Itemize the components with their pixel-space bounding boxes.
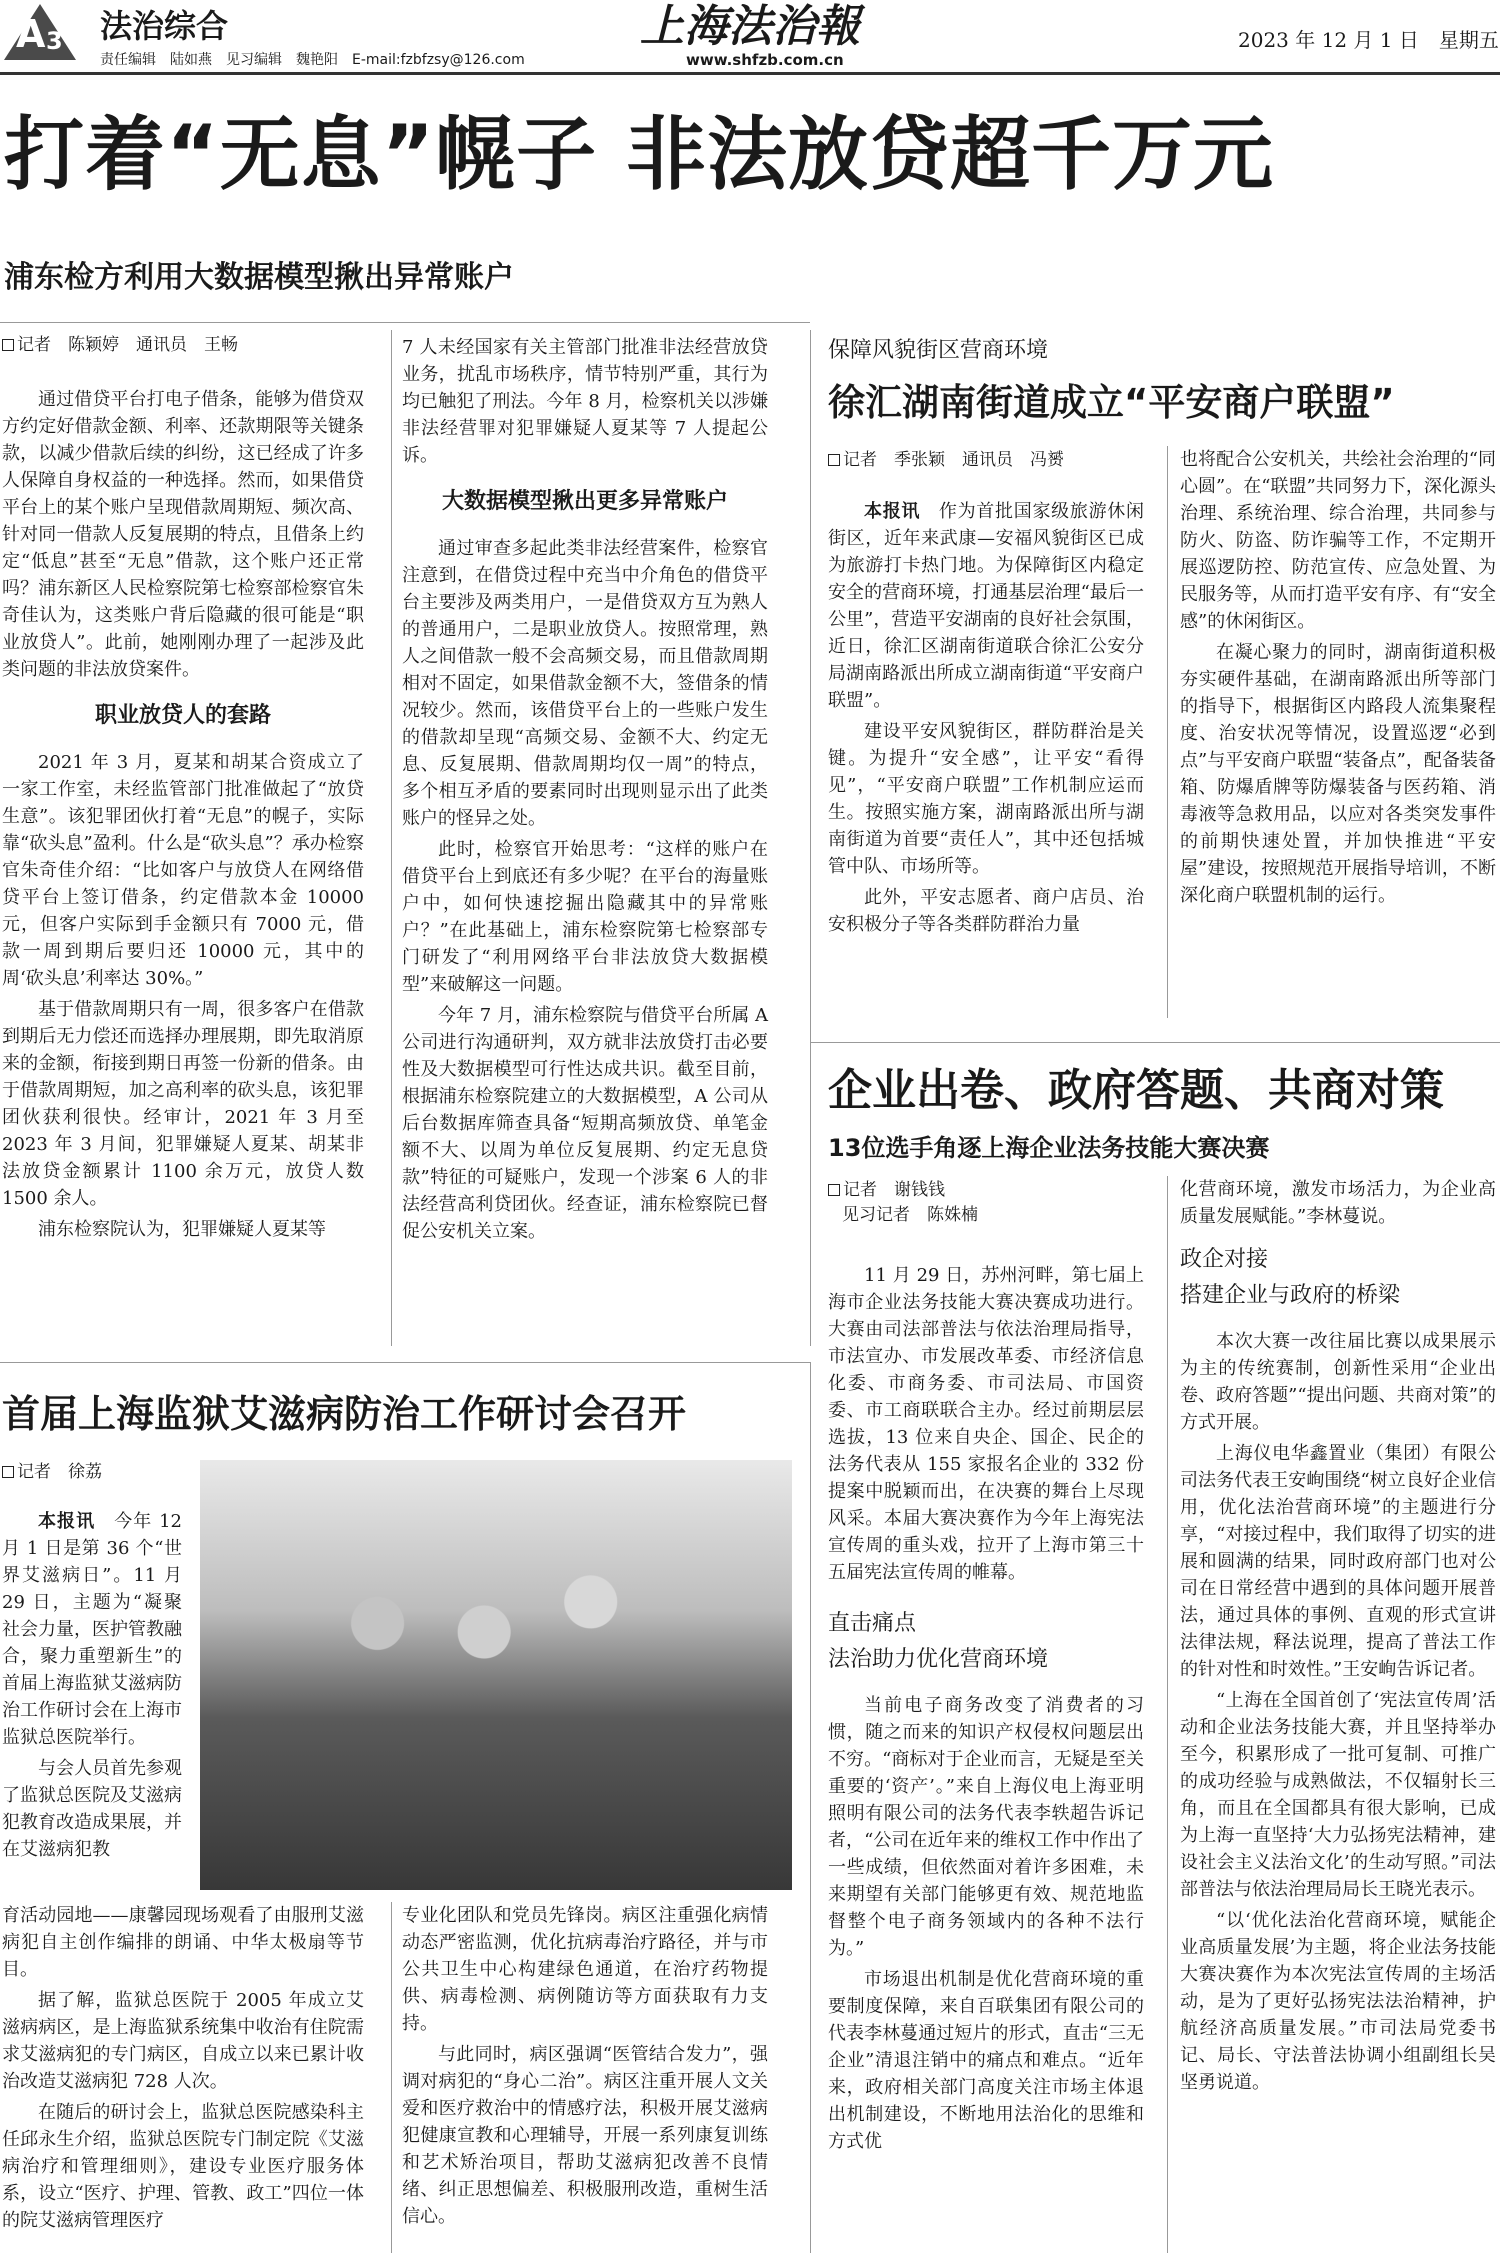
bottom-left-col1-para: 育活动园地——康馨园现场观看了由服刑艾滋病犯自主创作编排的朗诵、中华太极扇等节目。 <box>2 1905 364 1980</box>
bottom-left-col-2 <box>402 1902 768 2234</box>
lead-col1-para: 通过借贷平台打电子借条，能够为借贷双方约定好借款金额、利率、还款期限等关键条款，以减少借款后续的纠纷，这已经成了许多人保障自身权益的一种选择。然而，如果借贷平台上的某个账户呈现借款周期短、频次高、针对同一借款人反复展期的特点，且借条上约定“低息”甚至“无息”借款，这个账户还正常吗？浦东新区人民检察院第七检察部检察官朱奇佳认为，这类账户背后隐藏的很可能是“职业放贷人”。此前，她刚刚办理了一起涉及此类问题的非法放贷案件。 <box>2 389 364 680</box>
right-top-col2-para: 在凝心聚力的同时，湖南街道积极夯实硬件基础，在湖南路派出所等部门的指导下，根据街区内路段人流集聚程度、治安状况等情况，设置巡逻“必到点”与平安商户联盟“装备点”，配备装备箱、防爆盾牌等防爆装备与医药箱、消毒液等急救用品，以应对各类突发事件的前期快速处置，并加快推进“平安屋”建设，按照规范开展指导培训，不断深化商户联盟机制的运行。 <box>1180 642 1496 906</box>
issue-date: 2023 年 12 月 1 日 星期五 <box>1238 28 1499 52</box>
lead-col2-para: 7 人未经国家有关主管部门批准非法经营放贷业务，扰乱市场秩序，情节特别严重，其行为均已触犯了刑法。今年 8 月，检察机关以涉嫌非法经营罪对犯罪嫌疑人夏某等 7 人提起公诉。 <box>402 337 768 466</box>
lead-subhead: 浦东检方利用大数据模型揪出异常账户 <box>4 260 514 295</box>
square-outline-icon <box>2 1466 14 1478</box>
byline-second: 见习记者 陈姝楠 <box>842 1205 978 1225</box>
bottom-left-col1-para: 据了解，监狱总医院于 2005 年成立艾滋病病区，是上海监狱系统集中收治有住院需求艾滋病犯的专门病区，自成立以来已累计收治改造艾滋病犯 728 人次。 <box>2 1990 364 2092</box>
masthead-rule <box>0 72 1500 75</box>
right-bottom-byline: 记者 谢钱钱 见习记者 陈姝楠 <box>828 1178 978 1228</box>
subhead-line: 政企对接 <box>1180 1247 1269 1272</box>
lead-col-2 <box>402 334 768 1249</box>
col-divider <box>1167 1176 1168 2253</box>
right-top-col-1 <box>828 498 1144 942</box>
col-divider <box>1167 446 1168 1018</box>
lead-col-1 <box>2 386 364 1247</box>
right-top-col2-para: 也将配合公安机关，共绘社会治理的“同心圆”。在“联盟”共同努力下，深化源头治理、系统治理、综合治理，共同参与防火、防盗、防诈骗等工作，不定期开展巡逻防控、防范宣传、应急处置、为民服务等，从而打造平安有序、有“安全感”的休闲街区。 <box>1180 449 1496 632</box>
lead-col2-subhead: 大数据模型揪出更多异常账户 <box>441 489 728 514</box>
right-bottom-col-2 <box>1180 1176 1496 2100</box>
dateline-text: 作为首批国家级旅游休闲街区，近年来武康—安福风貌街区已成为旅游打卡热门地。为保障街区内稳定安全的营商环境，打通基层治理“最后一公里”，营造平安湖南的良好社会氛围，近日，徐汇区湖南街道联合徐汇公安分局湖南路派出所成立湖南街道“平安商户联盟”。 <box>828 501 1145 711</box>
lead-col1-para: 2021 年 3 月，夏某和胡某合资成立了一家工作室，未经监管部门批准做起了“放贷生意”。该犯罪团伙打着“无息”的幌子，实际靠“砍头息”盈利。什么是“砍头息”？承办检察官朱奇佳介绍：“比如客户与放贷人在网络借贷平台上签订借条，约定借款本金 10000 元，但客户实际到手金额只有 7000 元，借款一周到期后要归还 10000 元，其中的周‘砍头息’利率达 30%。” <box>2 752 364 989</box>
right-bottom-col2-subhead <box>1180 1242 1496 1314</box>
bottom-left-wrap-para <box>2 1508 182 1751</box>
right-top-headline: 徐汇湖南街道成立“平安商户联盟” <box>828 381 1395 424</box>
right-top-col1-para: 此外，平安志愿者、商户店员、治安积极分子等各类群防群治力量 <box>828 887 1144 935</box>
subhead-line: 法治助力优化营商环境 <box>828 1647 1049 1672</box>
lead-col1-subhead: 职业放贷人的套路 <box>94 703 271 728</box>
col-divider <box>810 1362 811 2253</box>
editors-line: 责任编辑 陆如燕 见习编辑 魏艳阳 E-mail:fzbfzsy@126.com <box>100 52 525 68</box>
lead-headline: 打着“无息”幌子 非法放贷超千万元 <box>4 108 1275 201</box>
right-top-col1-para <box>828 498 1144 714</box>
lead-col2-para: 通过审查多起此类非法经营案件，检察官注意到，在借贷过程中充当中介角色的借贷平台主要涉及两类用户，一是借贷双方互为熟人的普通用户，二是职业放贷人。按照常理，熟人之间借款一般不会高频交易，而且借款周期相对不固定，如果借款金额不大，签借条的情况较少。然而，该借贷平台上的一些账户发生的借款却呈现“高频交易、金额不大、约定无息、反复展期、借款周期均仅一周”的特点，多个相互矛盾的要素同时出现则显示出了此类账户的怪异之处。 <box>402 538 768 829</box>
right-top-col-2 <box>1180 446 1496 913</box>
paper-name: 上海法治報 <box>640 1 860 52</box>
lead-col2-para: 今年 7 月，浦东检察院与借贷平台所属 A 公司进行沟通研判，双方就非法放贷打击必要性及大数据模型可行性达成共识。截至目前，根据浦东检察院建立的大数据模型，A 公司从后台数据库筛查具备“短期高频放贷、单笔金额不大、以周为单位反复展期、约定无息贷款”特征的可疑账户，发现一个涉案 6 人的非法经营高利贷团伙。经查证，浦东检察院已督促公安机关立案。 <box>402 1005 768 1242</box>
lead-sub-rule <box>0 322 810 323</box>
news-photo <box>200 1460 792 1890</box>
right-bottom-col2-para: 上海仪电华鑫置业（集团）有限公司法务代表王安峋围绕“树立良好企业信用，优化法治营商环境”的主题进行分享，“对接过程中，我们取得了切实的进展和圆满的结果，同时政府部门也对公司在日常经营中遇到的具体问题开展普法，通过具体的事例、直观的形式宣讲法律法规，释法说理，提高了普法工作的针对性和时效性。”王安峋告诉记者。 <box>1180 1443 1496 1680</box>
right-bottom-subhead: 13位选手角逐上海企业法务技能大赛决赛 <box>828 1134 1270 1162</box>
page-letter: A <box>16 12 46 56</box>
bottom-left-wrap-para: 与会人员首先参观了监狱总医院及艾滋病犯教育改造成果展，并在艾滋病犯教 <box>2 1758 182 1860</box>
right-bottom-col2-para: 本次大赛一改往届比赛以成果展示为主的传统赛制，创新性采用“企业出卷、政府答题”“提出问题、共商对策”的方式开展。 <box>1180 1331 1496 1433</box>
dateline-text: 今年 12 月 1 日是第 36 个“世界艾滋病日”。11 月 29 日，主题为“凝聚社会力量，医护管教融合，聚力重塑新生”的首届上海监狱艾滋病防治工作研讨会在上海市监狱总医院举行。 <box>2 1511 182 1748</box>
lead-col1-para: 基于借款周期只有一周，很多客户在借款到期后无力偿还而选择办理展期，即先取消原来的金额，衔接到期日再签一份新的借条。由于借款周期短，加之高利率的砍头息，该犯罪团伙获利很快。经审计，2021 年 3 月至 2023 年 3 月间，犯罪嫌疑人夏某、胡某非法放贷金额累计 1100 余万元，放贷人数 1500 余人。 <box>2 999 364 1209</box>
lead-byline: 记者 陈颖婷 通讯员 王畅 <box>2 333 238 358</box>
right-bottom-col-1 <box>828 1262 1144 2159</box>
right-bottom-col2-para: “以‘优化法治化营商环境，赋能企业高质量发展’为主题，将企业法务技能大赛决赛作为本次宪法宣传周的主场活动，是为了更好弘扬宪法法治精神，护航经济高质量发展。”市司法局党委书记、局长、守法普法协调小组副组长吴坚勇说道。 <box>1180 1910 1496 2093</box>
right-bottom-headline: 企业出卷、政府答题、共商对策 <box>828 1065 1444 1116</box>
right-top-kicker: 保障风貌街区营商环境 <box>828 338 1049 363</box>
bottom-left-col1-para: 在随后的研讨会上，监狱总医院感染科主任邱永生介绍，监狱总医院专门制定院《艾滋病治疗和管理细则》，建设专业医疗服务体系，设立“医疗、护理、管教、政工”四位一体的院艾滋病管理医疗 <box>2 2102 364 2231</box>
right-bottom-col1-para: 市场退出机制是优化营商环境的重要制度保障，来自百联集团有限公司的代表李林蔓通过短片的形式，直击“三无企业”清退注销中的痛点和难点。“近年来，政府相关部门高度关注市场主体退出机制建设，不断地用法治化的思维和方式优 <box>828 1969 1144 2152</box>
col-divider <box>391 1902 392 2253</box>
page-number: 3 <box>46 27 63 55</box>
square-outline-icon <box>828 454 840 466</box>
bottom-left-col2-para: 与此同时，病区强调“医管结合发力”，强调对病犯的“身心二治”。病区注重开展人文关爱和医疗救治中的情感疗法，积极开展艾滋病犯健康宣教和心理辅导，开展一系列康复训练和艺术矫治项目，帮助艾滋病犯改善不良情绪、纠正思想偏差、积极服刑改造，重树生活信心。 <box>402 2044 768 2227</box>
lead-col1-para: 浦东检察院认为，犯罪嫌疑人夏某等 <box>38 1219 326 1240</box>
dateline-label: 本报讯 <box>864 501 921 522</box>
website: www.shfzb.com.cn <box>686 51 844 69</box>
section-divider <box>0 1362 810 1363</box>
right-bottom-col1-para: 11 月 29 日，苏州河畔，第七届上海市企业法务技能大赛决赛成功进行。大赛由司法部普法与依法治理局指导，市法宣办、市发展改革委、市经济信息化委、市商务委、市司法局、市国资委、市工商联联合主办。经过前期层层选拔，13 位来自央企、国企、民企的法务代表从 155 家报名企业的 332 份提案中脱颖而出，在决赛的舞台上尽现风采。本届大赛决赛作为今年上海宪法宣传周的重头戏，拉开了上海市第三十五届宪法宣传周的帷幕。 <box>828 1265 1144 1583</box>
square-outline-icon <box>828 1184 840 1196</box>
square-outline-icon <box>2 339 14 351</box>
col-divider <box>391 330 392 1346</box>
right-bottom-col2-para: “上海在全国首创了‘宪法宣传周’活动和企业法务技能大赛，并且坚持举办至今，积累形成了一批可复制、可推广的成功经验与成熟做法，不仅辐射长三角，而且在全国都具有很大影响，已成为上海一直坚持‘大力弘扬宪法精神，建设社会主义法治文化’的生动写照。”司法部普法与依法治理局局长王晓光表示。 <box>1180 1690 1496 1900</box>
section-divider <box>810 1042 1500 1043</box>
right-bottom-col1-para: 当前电子商务改变了消费者的习惯，随之而来的知识产权侵权问题层出不穷。“商标对于企业而言，无疑是至关重要的‘资产’。”来自上海仪电上海亚明照明有限公司的法务代表李轶超告诉记者，“公司在近年来的维权工作中作出了一些成绩，但依然面对着许多困难，未来期望有关部门能够更有效、规范地监督整个电子商务领域内的各种不法行为。” <box>828 1695 1144 1959</box>
subhead-line: 直击痛点 <box>828 1611 917 1636</box>
bottom-left-byline: 记者 徐荔 <box>2 1460 102 1485</box>
section-title: 法治综合 <box>100 7 229 45</box>
right-top-byline: 记者 季张颖 通讯员 冯赟 <box>828 448 1064 473</box>
masthead <box>0 0 1500 69</box>
bottom-left-col2-para: 专业化团队和党员先锋岗。病区注重强化病情动态严密监测，优化抗病毒治疗路径，并与市公共卫生中心构建绿色通道，在治疗药物提供、病毒检测、病例随访等方面获取有力支持。 <box>402 1905 768 2034</box>
bottom-left-headline: 首届上海监狱艾滋病防治工作研讨会召开 <box>2 1392 687 1436</box>
right-bottom-col2-para: 化营商环境，激发市场活力，为企业高质量发展赋能。”李林蔓说。 <box>1180 1179 1496 1227</box>
right-top-col1-para: 建设平安风貌街区，群防群治是关键。为提升“安全感”，让平安“看得见”，“平安商户联盟”工作机制应运而生。按照实施方案，湖南路派出所与湖南街道为首要“责任人”，其中还包括城管中队、市场所等。 <box>828 721 1144 877</box>
col-divider <box>810 330 811 1346</box>
right-bottom-col1-subhead <box>828 1606 1144 1678</box>
lead-col2-para: 此时，检察官开始思考：“这样的账户在借贷平台上到底还有多少呢？在平台的海量账户中，如何快速挖掘出隐藏其中的异常账户？”在此基础上，浦东检察院第七检察部专门研发了“利用网络平台非法放贷大数据模型”来破解这一问题。 <box>402 839 768 995</box>
bottom-left-wrap-col <box>2 1508 182 1867</box>
subhead-line: 搭建企业与政府的桥梁 <box>1180 1283 1401 1308</box>
dateline-label: 本报讯 <box>38 1511 96 1532</box>
bottom-left-col-1 <box>2 1902 364 2238</box>
